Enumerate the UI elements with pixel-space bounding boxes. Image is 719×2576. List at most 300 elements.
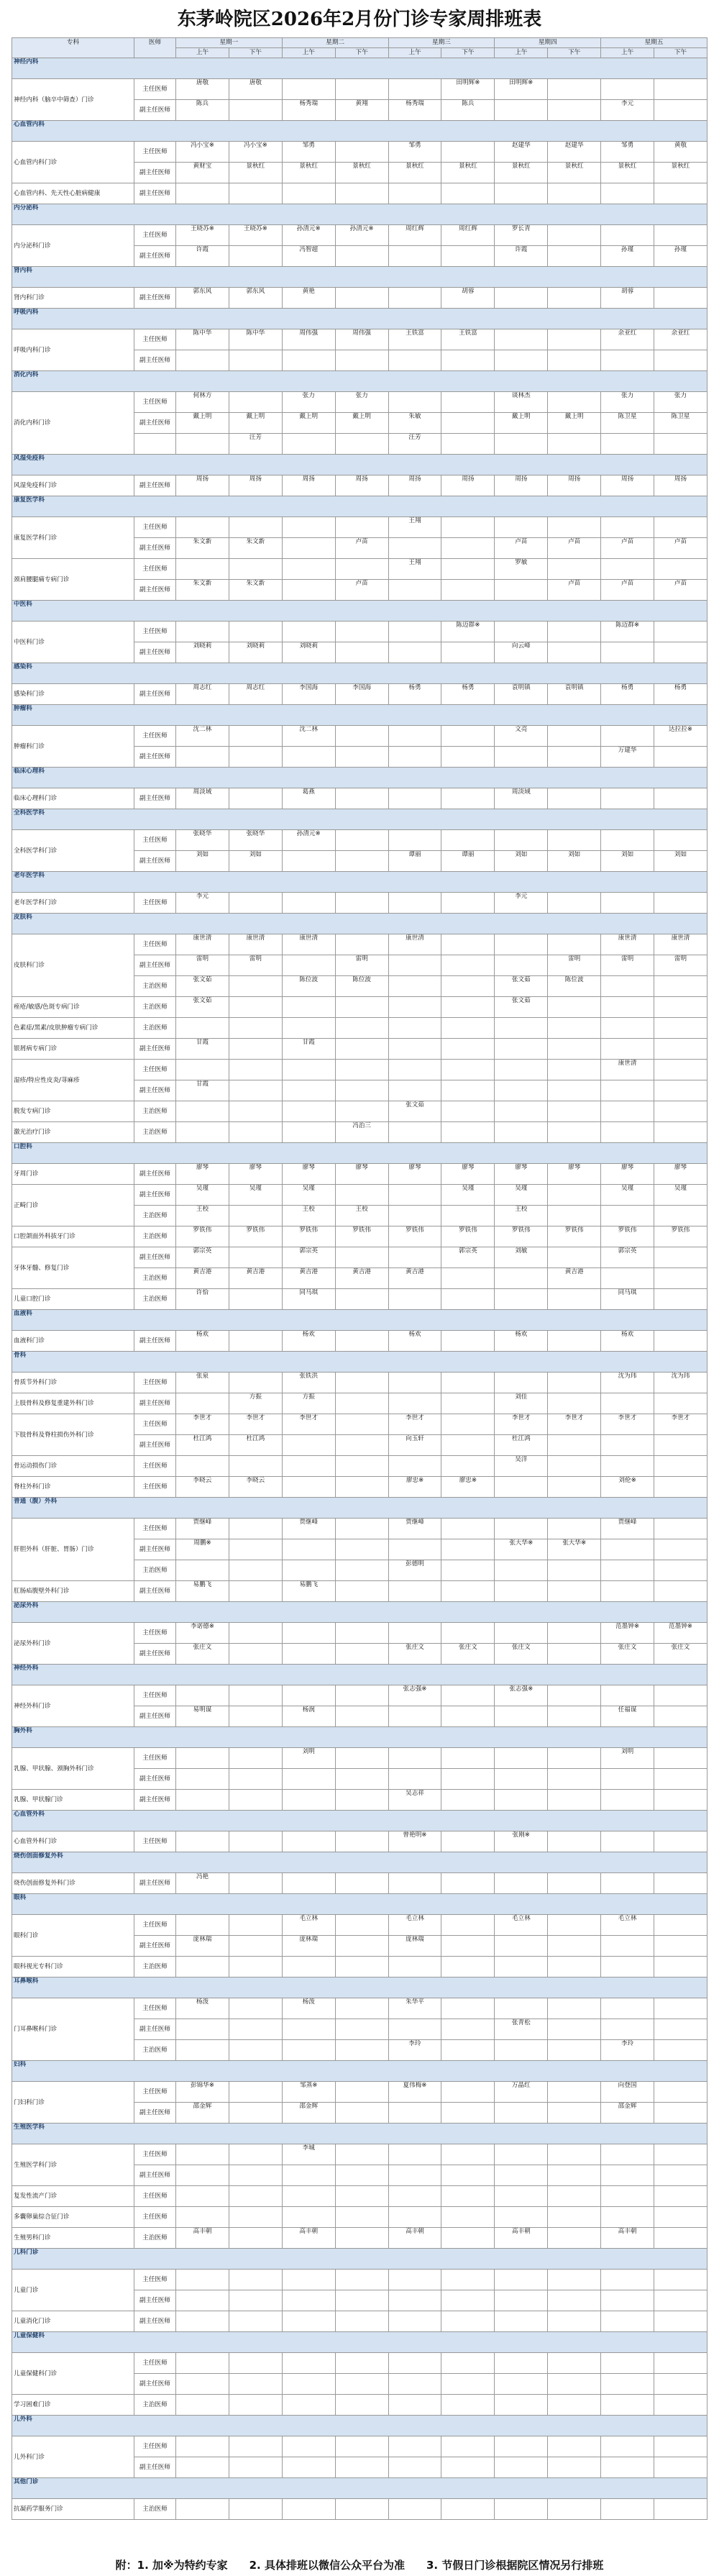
doctor-slot bbox=[441, 955, 495, 976]
doctor-slot: 黄翔 bbox=[335, 100, 388, 121]
schedule-row bbox=[12, 934, 707, 955]
doctor-slot bbox=[654, 1331, 707, 1352]
doctor-slot: 刘如 bbox=[176, 851, 229, 872]
doctor-slot bbox=[388, 288, 441, 309]
doctor-slot bbox=[229, 622, 282, 642]
doctor-slot: 罗敏 bbox=[495, 559, 548, 580]
schedule-row bbox=[12, 1226, 707, 1247]
doctor-rank: 主任医师 bbox=[134, 1519, 176, 1539]
doctor-slot: 戴上明 bbox=[282, 413, 335, 434]
doctor-slot bbox=[335, 893, 388, 914]
doctor-slot bbox=[282, 2353, 335, 2374]
category-row bbox=[12, 1894, 707, 1915]
doctor-slot bbox=[335, 2228, 388, 2249]
doctor-rank: 副主任医师 bbox=[134, 851, 176, 872]
doctor-slot bbox=[601, 1998, 654, 2019]
doctor-slot: 陈中华 bbox=[229, 329, 282, 350]
doctor-rank: 主任医师 bbox=[134, 2207, 176, 2228]
category-row bbox=[12, 1811, 707, 1831]
doctor-slot bbox=[495, 2270, 548, 2290]
clinic-name: 儿童门诊 bbox=[12, 2270, 134, 2311]
doctor-slot bbox=[229, 1957, 282, 1977]
doctor-slot bbox=[601, 1560, 654, 1581]
doctor-slot bbox=[229, 1519, 282, 1539]
doctor-slot bbox=[282, 997, 335, 1018]
doctor-slot bbox=[548, 2228, 601, 2249]
doctor-slot bbox=[548, 79, 601, 100]
doctor-slot: 廖忠※ bbox=[388, 1477, 441, 1498]
doctor-slot bbox=[335, 1039, 388, 1060]
doctor-slot bbox=[441, 1623, 495, 1644]
doctor-slot bbox=[548, 2082, 601, 2103]
header-pm: 下午 bbox=[335, 48, 388, 58]
doctor-slot bbox=[548, 1560, 601, 1581]
schedule-row bbox=[12, 1122, 707, 1143]
clinic-name: 激光治疗门诊 bbox=[12, 1122, 134, 1143]
doctor-slot bbox=[654, 1289, 707, 1310]
doctor-slot bbox=[495, 934, 548, 955]
schedule-row bbox=[12, 1790, 707, 1811]
doctor-slot: 景秋红 bbox=[335, 163, 388, 183]
doctor-slot bbox=[548, 2457, 601, 2478]
doctor-slot bbox=[335, 434, 388, 455]
doctor-rank: 副主任医师 bbox=[134, 288, 176, 309]
doctor-slot bbox=[548, 830, 601, 851]
doctor-slot: 罗铁伟 bbox=[282, 1226, 335, 1247]
doctor-slot bbox=[229, 2270, 282, 2290]
doctor-slot: 陈兵 bbox=[441, 100, 495, 121]
doctor-slot bbox=[282, 1101, 335, 1122]
doctor-slot bbox=[335, 559, 388, 580]
clinic-name: 肛肠疝腹壁外科门诊 bbox=[12, 1581, 134, 1602]
doctor-slot: 李世才 bbox=[654, 1414, 707, 1435]
doctor-slot: 胡蓉 bbox=[601, 288, 654, 309]
doctor-slot bbox=[441, 1539, 495, 1560]
doctor-slot bbox=[229, 2207, 282, 2228]
doctor-slot bbox=[548, 288, 601, 309]
doctor-slot: 刘佳 bbox=[495, 1393, 548, 1414]
doctor-slot bbox=[335, 1873, 388, 1894]
doctor-slot bbox=[176, 1685, 229, 1706]
doctor-slot bbox=[282, 2207, 335, 2228]
doctor-slot bbox=[495, 2103, 548, 2124]
doctor-slot bbox=[441, 997, 495, 1018]
doctor-slot bbox=[495, 1018, 548, 1039]
header-day-wed: 星期三 bbox=[388, 38, 495, 48]
doctor-slot: 朱敏 bbox=[388, 413, 441, 434]
doctor-slot bbox=[388, 246, 441, 267]
doctor-slot bbox=[388, 2186, 441, 2207]
doctor-slot bbox=[441, 1581, 495, 1602]
category-row bbox=[12, 2332, 707, 2353]
doctor-slot bbox=[654, 2311, 707, 2332]
doctor-rank: 主治医师 bbox=[134, 2228, 176, 2249]
doctor-rank: 副主任医师 bbox=[134, 1393, 176, 1414]
doctor-rank: 主治医师 bbox=[134, 1957, 176, 1977]
doctor-slot: 罗铁伟 bbox=[601, 1226, 654, 1247]
doctor-slot bbox=[654, 434, 707, 455]
doctor-slot bbox=[335, 1018, 388, 1039]
doctor-slot: 高丰朝 bbox=[282, 2228, 335, 2249]
clinic-name: 脱发专病门诊 bbox=[12, 1101, 134, 1122]
category-row bbox=[12, 1602, 707, 1623]
doctor-slot bbox=[601, 2290, 654, 2311]
schedule-row bbox=[12, 225, 707, 246]
clinic-name: 多囊卵巢综合征门诊 bbox=[12, 2207, 134, 2228]
clinic-name: 儿童保健科门诊 bbox=[12, 2353, 134, 2395]
header-am: 上午 bbox=[601, 48, 654, 58]
doctor-slot: 赵建华 bbox=[548, 142, 601, 163]
doctor-slot bbox=[388, 2207, 441, 2228]
schedule-row bbox=[12, 1456, 707, 1477]
doctor-slot: 张庄文 bbox=[441, 1644, 495, 1665]
clinic-name: 银屑病专病门诊 bbox=[12, 1039, 134, 1060]
doctor-slot bbox=[335, 142, 388, 163]
doctor-slot: 杨润 bbox=[282, 1706, 335, 1727]
doctor-slot bbox=[548, 2374, 601, 2395]
doctor-slot: 张文茹 bbox=[176, 976, 229, 997]
doctor-slot: 黄吉港 bbox=[548, 1268, 601, 1289]
doctor-slot bbox=[495, 517, 548, 538]
doctor-rank: 主任医师 bbox=[134, 79, 176, 100]
category-row bbox=[12, 2061, 707, 2082]
category-row bbox=[12, 1727, 707, 1748]
doctor-slot: 康世清 bbox=[388, 934, 441, 955]
doctor-slot bbox=[441, 517, 495, 538]
clinic-name: 中医科门诊 bbox=[12, 622, 134, 663]
doctor-slot bbox=[229, 2186, 282, 2207]
clinic-name: 老年医学科门诊 bbox=[12, 893, 134, 914]
clinic-name: 上肢骨科及修复重建外科门诊 bbox=[12, 1393, 134, 1414]
doctor-slot bbox=[176, 1957, 229, 1977]
doctor-slot: 周志红 bbox=[229, 684, 282, 705]
doctor-slot bbox=[495, 2144, 548, 2165]
doctor-slot: 冯治三 bbox=[335, 1122, 388, 1143]
clinic-name: 皮肤科门诊 bbox=[12, 934, 134, 997]
doctor-slot bbox=[495, 830, 548, 851]
doctor-slot bbox=[654, 1769, 707, 1790]
category-row bbox=[12, 1498, 707, 1519]
doctor-slot bbox=[654, 1122, 707, 1143]
doctor-slot bbox=[654, 830, 707, 851]
doctor-slot bbox=[495, 1060, 548, 1080]
doctor-slot bbox=[495, 1101, 548, 1122]
doctor-slot bbox=[176, 2144, 229, 2165]
doctor-slot bbox=[441, 1873, 495, 1894]
doctor-slot bbox=[548, 1769, 601, 1790]
clinic-name: 烧伤创面修复外科门诊 bbox=[12, 1873, 134, 1894]
doctor-slot: 黄艳 bbox=[282, 288, 335, 309]
header-day-fri: 星期五 bbox=[601, 38, 707, 48]
doctor-slot bbox=[282, 1831, 335, 1852]
doctor-slot bbox=[229, 350, 282, 371]
doctor-slot bbox=[388, 1206, 441, 1226]
doctor-slot bbox=[388, 955, 441, 976]
doctor-slot: 王校 bbox=[176, 1206, 229, 1226]
doctor-slot bbox=[548, 1644, 601, 1665]
doctor-slot bbox=[654, 1247, 707, 1268]
schedule-row bbox=[12, 1623, 707, 1644]
doctor-slot bbox=[654, 642, 707, 663]
doctor-slot: 甘霞 bbox=[282, 1039, 335, 1060]
doctor-slot bbox=[229, 1831, 282, 1852]
doctor-slot: 甘霞 bbox=[176, 1039, 229, 1060]
doctor-slot bbox=[654, 2082, 707, 2103]
doctor-slot bbox=[601, 788, 654, 809]
doctor-slot: 张庄文 bbox=[388, 1644, 441, 1665]
schedule-row bbox=[12, 1477, 707, 1498]
doctor-slot bbox=[548, 246, 601, 267]
doctor-slot bbox=[441, 1331, 495, 1352]
doctor-slot bbox=[548, 1623, 601, 1644]
doctor-slot bbox=[388, 1289, 441, 1310]
doctor-slot bbox=[441, 1790, 495, 1811]
doctor-slot bbox=[176, 1393, 229, 1414]
doctor-slot bbox=[441, 788, 495, 809]
clinic-name: 骨质节外科门诊 bbox=[12, 1373, 134, 1393]
doctor-slot: 向云峰 bbox=[495, 642, 548, 663]
doctor-slot: 杨欢 bbox=[495, 1331, 548, 1352]
doctor-slot: 卢苗 bbox=[335, 580, 388, 601]
doctor-slot bbox=[282, 2270, 335, 2290]
doctor-rank: 主治医师 bbox=[134, 1226, 176, 1247]
doctor-slot: 廖琴 bbox=[495, 1164, 548, 1185]
doctor-slot bbox=[441, 2457, 495, 2478]
header-day-mon: 星期一 bbox=[176, 38, 283, 48]
doctor-slot bbox=[229, 2374, 282, 2395]
doctor-slot bbox=[335, 1393, 388, 1414]
doctor-slot: 高丰朝 bbox=[495, 2228, 548, 2249]
doctor-slot: 余亚红 bbox=[654, 329, 707, 350]
doctor-slot bbox=[282, 2499, 335, 2520]
doctor-slot bbox=[548, 622, 601, 642]
doctor-slot bbox=[601, 726, 654, 747]
doctor-slot: 戴上明 bbox=[229, 413, 282, 434]
doctor-slot bbox=[229, 1456, 282, 1477]
doctor-slot bbox=[282, 1873, 335, 1894]
doctor-slot bbox=[388, 642, 441, 663]
doctor-slot: 张志强※ bbox=[495, 1685, 548, 1706]
doctor-slot bbox=[548, 2290, 601, 2311]
doctor-rank: 主任医师 bbox=[134, 726, 176, 747]
doctor-slot bbox=[495, 100, 548, 121]
doctor-slot: 卢苗 bbox=[495, 538, 548, 559]
doctor-slot bbox=[335, 1748, 388, 1769]
header-pm: 下午 bbox=[229, 48, 282, 58]
doctor-slot: 胡蓉 bbox=[441, 288, 495, 309]
doctor-slot bbox=[282, 1122, 335, 1143]
doctor-slot: 唐敬 bbox=[229, 79, 282, 100]
doctor-slot bbox=[229, 1331, 282, 1352]
doctor-slot: 范墨钟※ bbox=[654, 1623, 707, 1644]
doctor-slot: 陈兵 bbox=[176, 100, 229, 121]
doctor-slot bbox=[601, 2436, 654, 2457]
doctor-slot bbox=[335, 2103, 388, 2124]
doctor-slot: 孙清元※ bbox=[335, 225, 388, 246]
doctor-slot bbox=[441, 1831, 495, 1852]
doctor-slot bbox=[282, 517, 335, 538]
doctor-slot bbox=[548, 392, 601, 413]
doctor-slot: 孙瑾 bbox=[601, 246, 654, 267]
doctor-slot: 廖琴 bbox=[601, 1164, 654, 1185]
doctor-slot bbox=[601, 2207, 654, 2228]
doctor-slot bbox=[601, 1039, 654, 1060]
doctor-slot bbox=[176, 1018, 229, 1039]
doctor-slot bbox=[388, 1957, 441, 1977]
doctor-slot: 李玲 bbox=[388, 2040, 441, 2061]
doctor-slot: 周扬 bbox=[335, 475, 388, 496]
doctor-slot bbox=[654, 2103, 707, 2124]
clinic-name: 感染科门诊 bbox=[12, 684, 134, 705]
doctor-slot: 周扬 bbox=[601, 475, 654, 496]
category-label: 肾内科 bbox=[12, 267, 707, 288]
schedule-row bbox=[12, 1998, 707, 2019]
doctor-slot: 方振 bbox=[282, 1393, 335, 1414]
clinic-name: 牙周门诊 bbox=[12, 1164, 134, 1185]
category-label: 全科医学科 bbox=[12, 809, 707, 830]
doctor-slot: 沈二林 bbox=[282, 726, 335, 747]
doctor-slot bbox=[441, 2019, 495, 2040]
doctor-slot bbox=[229, 1623, 282, 1644]
doctor-slot bbox=[335, 1414, 388, 1435]
doctor-slot: 易鹏飞 bbox=[282, 1581, 335, 1602]
doctor-slot bbox=[335, 1915, 388, 1936]
doctor-slot bbox=[335, 1247, 388, 1268]
schedule-row bbox=[12, 684, 707, 705]
clinic-name: 儿外科门诊 bbox=[12, 2436, 134, 2478]
doctor-slot bbox=[441, 1060, 495, 1080]
doctor-slot bbox=[654, 2144, 707, 2165]
doctor-slot bbox=[441, 2290, 495, 2311]
doctor-slot bbox=[229, 2395, 282, 2416]
doctor-slot: 余亚红 bbox=[601, 329, 654, 350]
doctor-slot bbox=[388, 2311, 441, 2332]
doctor-rank: 主任医师 bbox=[134, 1477, 176, 1498]
schedule-row bbox=[12, 1393, 707, 1414]
category-label: 儿童保健科 bbox=[12, 2332, 707, 2353]
doctor-rank: 主任医师 bbox=[134, 2082, 176, 2103]
doctor-rank: 副主任医师 bbox=[134, 955, 176, 976]
doctor-slot bbox=[388, 2144, 441, 2165]
doctor-slot bbox=[495, 350, 548, 371]
doctor-slot bbox=[229, 1080, 282, 1101]
doctor-slot: 黄吉港 bbox=[282, 1268, 335, 1289]
category-label: 烧伤创面修复外科 bbox=[12, 1852, 707, 1873]
doctor-rank: 副主任医师 bbox=[134, 1435, 176, 1456]
doctor-slot bbox=[335, 1331, 388, 1352]
doctor-slot bbox=[176, 1748, 229, 1769]
doctor-slot bbox=[229, 1018, 282, 1039]
doctor-slot bbox=[441, 2165, 495, 2186]
doctor-slot bbox=[654, 1519, 707, 1539]
doctor-slot: 张力 bbox=[601, 392, 654, 413]
header-dept: 专科 bbox=[12, 38, 134, 58]
doctor-slot bbox=[282, 1957, 335, 1977]
doctor-slot bbox=[601, 434, 654, 455]
doctor-slot: 庞林瑞 bbox=[176, 1936, 229, 1957]
doctor-slot bbox=[282, 2457, 335, 2478]
doctor-slot bbox=[441, 1373, 495, 1393]
doctor-rank: 主治医师 bbox=[134, 976, 176, 997]
doctor-slot bbox=[548, 1748, 601, 1769]
doctor-slot bbox=[441, 1435, 495, 1456]
doctor-slot: 周红辉 bbox=[388, 225, 441, 246]
doctor-slot bbox=[176, 559, 229, 580]
doctor-slot bbox=[229, 2311, 282, 2332]
doctor-slot: 同马琪 bbox=[282, 1289, 335, 1310]
doctor-slot bbox=[335, 2144, 388, 2165]
doctor-slot: 康世清 bbox=[601, 1060, 654, 1080]
doctor-slot bbox=[441, 1122, 495, 1143]
doctor-rank: 副主任医师 bbox=[134, 413, 176, 434]
doctor-slot bbox=[441, 1268, 495, 1289]
doctor-slot bbox=[441, 726, 495, 747]
doctor-slot bbox=[548, 893, 601, 914]
schedule-row bbox=[12, 2499, 707, 2520]
doctor-slot: 同马琪 bbox=[601, 1289, 654, 1310]
doctor-slot: 王铁富 bbox=[441, 329, 495, 350]
doctor-slot bbox=[548, 1581, 601, 1602]
doctor-slot: 张庄文 bbox=[654, 1644, 707, 1665]
doctor-slot bbox=[229, 2436, 282, 2457]
doctor-rank: 副主任医师 bbox=[134, 1936, 176, 1957]
doctor-slot bbox=[388, 1018, 441, 1039]
doctor-slot bbox=[495, 1080, 548, 1101]
doctor-slot bbox=[176, 2311, 229, 2332]
doctor-slot bbox=[495, 1373, 548, 1393]
doctor-slot: 李世才 bbox=[495, 1414, 548, 1435]
doctor-slot bbox=[441, 559, 495, 580]
doctor-slot bbox=[229, 1101, 282, 1122]
doctor-slot bbox=[441, 2374, 495, 2395]
doctor-slot bbox=[495, 2207, 548, 2228]
doctor-slot bbox=[548, 1790, 601, 1811]
doctor-slot: 刘如 bbox=[601, 851, 654, 872]
doctor-slot: 冯智超 bbox=[282, 246, 335, 267]
doctor-slot bbox=[388, 1769, 441, 1790]
doctor-slot bbox=[601, 1685, 654, 1706]
doctor-slot: 吴瑾 bbox=[282, 1185, 335, 1206]
doctor-slot bbox=[282, 1644, 335, 1665]
doctor-slot: 刘如 bbox=[654, 851, 707, 872]
doctor-slot bbox=[654, 1456, 707, 1477]
doctor-slot: 杨欢 bbox=[282, 1331, 335, 1352]
doctor-slot: 贾继峰 bbox=[282, 1519, 335, 1539]
doctor-slot bbox=[335, 1456, 388, 1477]
doctor-rank: 主任医师 bbox=[134, 559, 176, 580]
doctor-rank: 主任医师 bbox=[134, 1456, 176, 1477]
doctor-slot bbox=[495, 2436, 548, 2457]
doctor-slot: 戴上明 bbox=[176, 413, 229, 434]
clinic-name: 肾内科门诊 bbox=[12, 288, 134, 309]
doctor-rank: 主治医师 bbox=[134, 1268, 176, 1289]
schedule-row bbox=[12, 622, 707, 642]
doctor-slot bbox=[495, 1936, 548, 1957]
category-label: 神经内科 bbox=[12, 58, 707, 79]
doctor-slot bbox=[601, 1957, 654, 1977]
header-day-tue: 星期二 bbox=[282, 38, 388, 48]
doctor-slot bbox=[601, 1769, 654, 1790]
doctor-slot bbox=[176, 2353, 229, 2374]
doctor-slot: 吴瑾 bbox=[176, 1185, 229, 1206]
doctor-slot bbox=[548, 2436, 601, 2457]
doctor-slot bbox=[388, 1185, 441, 1206]
doctor-slot bbox=[229, 2082, 282, 2103]
doctor-slot: 周志红 bbox=[176, 684, 229, 705]
doctor-rank: 主治医师 bbox=[134, 1018, 176, 1039]
doctor-slot bbox=[441, 246, 495, 267]
doctor-slot bbox=[441, 413, 495, 434]
